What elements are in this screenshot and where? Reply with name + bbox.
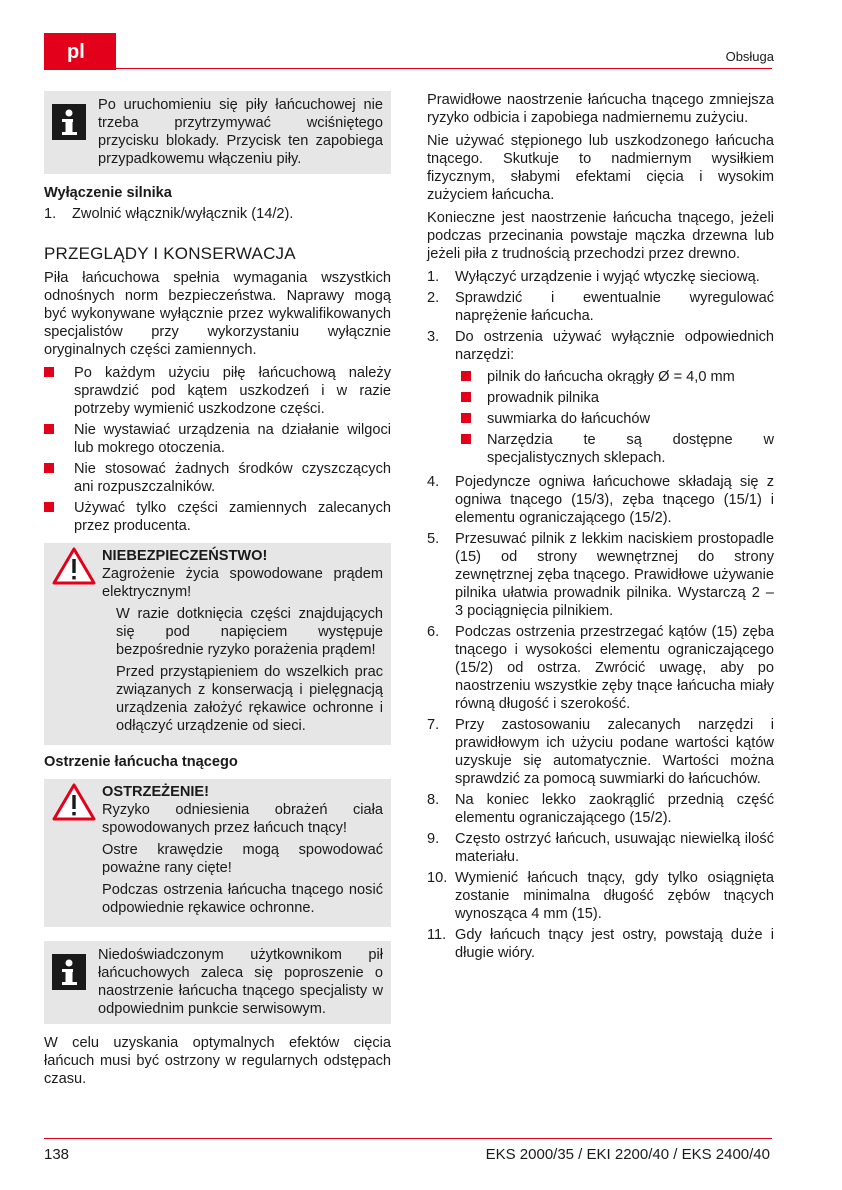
page-number: 138 xyxy=(44,1146,70,1163)
list-item: 4. Pojedyncze ogniwa łańcuchowe składają się z ogniwa tnącego (15/3), zęba tnącego (15/1) i elementu ograniczającego (15/2). xyxy=(427,474,774,526)
danger-text xyxy=(102,547,383,739)
bullet-icon xyxy=(44,463,54,473)
sharpen-heading: Ostrzenie łańcucha tnącego xyxy=(44,754,238,770)
warning-paragraph: Podczas ostrzenia łańcucha tnącego nosić odpowiednie rękawice ochronne. xyxy=(102,882,383,916)
footer-rule xyxy=(44,1138,772,1139)
left-column xyxy=(44,91,391,1088)
info-icon xyxy=(52,954,86,990)
bullet-icon xyxy=(44,367,54,377)
warning-title: OSTRZEŻENIE! xyxy=(102,784,210,800)
right-column xyxy=(427,91,774,965)
paragraph: Konieczne jest naostrzenie łańcucha tnącego, jeżeli podczas przecinania powstaje mączka drzewna lub jeżeli piła z trudnością przechodzi przez drewno. xyxy=(427,210,774,262)
warning-paragraph: Ostre krawędzie mogą spowodować poważne rany cięte! xyxy=(102,842,383,876)
danger-title: NIEBEZPIECZEŃSTWO! xyxy=(102,548,268,564)
list-item: 11. Gdy łańcuch tnący jest ostry, powstają duże i długie wióry. xyxy=(427,927,774,961)
bullet-icon xyxy=(44,502,54,512)
warning-triangle-icon xyxy=(52,783,96,821)
bullet-icon xyxy=(461,392,471,402)
model-names: EKS 2000/35 / EKI 2200/40 / EKS 2400/40 xyxy=(485,1146,770,1163)
list-item: Po każdym użyciu piłę łańcuchową należy sprawdzić pod kątem uszkodzeń i w razie potrzeby wymienić uszkodzone części. xyxy=(44,364,391,418)
bullet-icon xyxy=(461,413,471,423)
list-item: 2. Sprawdzić i ewentualnie wyregulować naprężenie łańcucha. xyxy=(427,290,774,324)
info-icon xyxy=(52,104,86,140)
maintenance-heading: PRZEGLĄDY I KONSERWACJA xyxy=(44,244,296,263)
warning-triangle-icon xyxy=(52,547,96,585)
warning-lead: Ryzyko odniesienia obrażeń ciała spowodowanych przez łańcuch tnący! xyxy=(102,802,383,836)
list-item: 1. Wyłączyć urządzenie i wyjąć wtyczkę sieciową. xyxy=(427,269,760,285)
info-box-lock xyxy=(44,91,391,174)
closing-paragraph: W celu uzyskania optymalnych efektów cięcia łańcuch musi być ostrzony w regularnych odstępach czasu. xyxy=(44,1035,391,1087)
bullet-icon xyxy=(461,371,471,381)
list-item: Nie stosować żadnych środków czyszczących ani rozpuszczalników. xyxy=(44,460,391,496)
list-item: prowadnik pilnika xyxy=(455,389,774,407)
bullet-icon xyxy=(461,434,471,444)
sharpening-steps xyxy=(427,268,774,962)
list-item: 7. Przy zastosowaniu zalecanych narzędzi i prawidłowym ich użyciu podane wartości kątów uzyskuje się automatycznie. Wartości można sprawdzić za pomocą suwmiarki do łańcuchów. xyxy=(427,717,774,787)
list-item: Nie wystawiać urządzenia na działanie wilgoci lub mokrego otoczenia. xyxy=(44,421,391,457)
list-item: Używać tylko części zamiennych zalecanych przez producenta. xyxy=(44,499,391,535)
danger-box xyxy=(44,543,391,745)
engine-off-heading: Wyłączenie silnika xyxy=(44,185,172,201)
list-item: 6. Podczas ostrzenia przestrzegać kątów (15) zęba tnącego i wysokości elementu ograniczającego (15/2) od ostrza. Zwrócić uwagę, aby po naostrzeniu wszystkie zęby tnące łańcucha miały równą długość i szerokość. xyxy=(427,624,774,712)
section-title: Obsługa xyxy=(725,49,774,64)
paragraph: Prawidłowe naostrzenie łańcucha tnącego zmniejsza ryzyko odbicia i zapobiega nadmiernemu zużyciu. xyxy=(427,92,774,126)
info-text: Niedoświadczonym użytkownikom pił łańcuchowych zaleca się poproszenie o naostrzenie łańcucha tnącego specjalisty w odpowiednim punkcie serwisowym. xyxy=(98,947,383,1017)
info-text: Po uruchomieniu się piły łańcuchowej nie trzeba przytrzymywać wciśniętego przycisku blokady. Przycisk ten zapobiega przypadkowemu włączeniu piły. xyxy=(98,97,383,167)
bullet-icon xyxy=(44,424,54,434)
list-item: Narzędzia te są dostępne w specjalistycznych sklepach. xyxy=(455,431,774,467)
danger-paragraph: Przed przystąpieniem do wszelkich prac związanych z konserwacją i pielęgnacją urządzenia założyć rękawice ochronne i odłączyć urządzenie od sieci. xyxy=(116,664,383,734)
danger-paragraph: W razie dotknięcia części znajdujących się pod napięciem występuje bezpośrednie ryzyko porażenia prądem! xyxy=(116,606,383,658)
list-item: 1. Zwolnić włącznik/wyłącznik (14/2). xyxy=(44,206,294,222)
language-tab: pl xyxy=(44,33,116,70)
list-item: 10. Wymienić łańcuch tnący, gdy tylko osiągnięta zostanie minimalna długość zębów tnących wynosząca 4 mm (15). xyxy=(427,870,774,922)
list-item: 3. Do ostrzenia używać wyłącznie odpowiednich narzędzi: pilnik do łańcucha okrągły Ø = 4,0 mm prowadnik pilnika suwmiarka do łańcuchów Narzędzia te są dostępne w specjalistycznych sklepach. xyxy=(427,329,774,466)
warning-text xyxy=(102,783,383,921)
list-item: 8. Na koniec lekko zaokrąglić przednią część elementu ograniczającego (15/2). xyxy=(427,792,774,826)
info-box-sharpening xyxy=(44,941,391,1024)
header-rule xyxy=(44,68,772,69)
engine-off-steps xyxy=(44,205,391,223)
warning-box xyxy=(44,779,391,927)
maintenance-intro: Piła łańcuchowa spełnia wymagania wszystkich odnośnych norm bezpieczeństwa. Naprawy mogą być wykonywane wyłącznie przez wykwalifikowanych specjalistów przy wykorzystaniu wyłącznie oryginalnych części zamiennych. xyxy=(44,270,391,358)
danger-lead: Zagrożenie życia spowodowane prądem elektrycznym! xyxy=(102,566,383,600)
list-item: pilnik do łańcucha okrągły Ø = 4,0 mm xyxy=(455,368,774,386)
tools-list xyxy=(455,368,774,467)
list-item: 9. Często ostrzyć łańcuch, usuwając niewielką ilość materiału. xyxy=(427,831,774,865)
list-item: suwmiarka do łańcuchów xyxy=(455,410,774,428)
paragraph: Nie używać stępionego lub uszkodzonego łańcucha tnącego. Skutkuje to nadmiernym wysiłkiem fizycznym, słabymi efektami cięcia i wysokim zużyciem łańcucha. xyxy=(427,133,774,203)
maintenance-bullets xyxy=(44,364,391,535)
list-item: 5. Przesuwać pilnik z lekkim naciskiem prostopadle (15) od strony wewnętrznej do strony zewnętrznej zęba tnącego. Prawidłowe używanie pilnika ułatwia prowadnik pilnika. Wystarczą 2 – 3 pociągnięcia pilnikiem. xyxy=(427,531,774,619)
